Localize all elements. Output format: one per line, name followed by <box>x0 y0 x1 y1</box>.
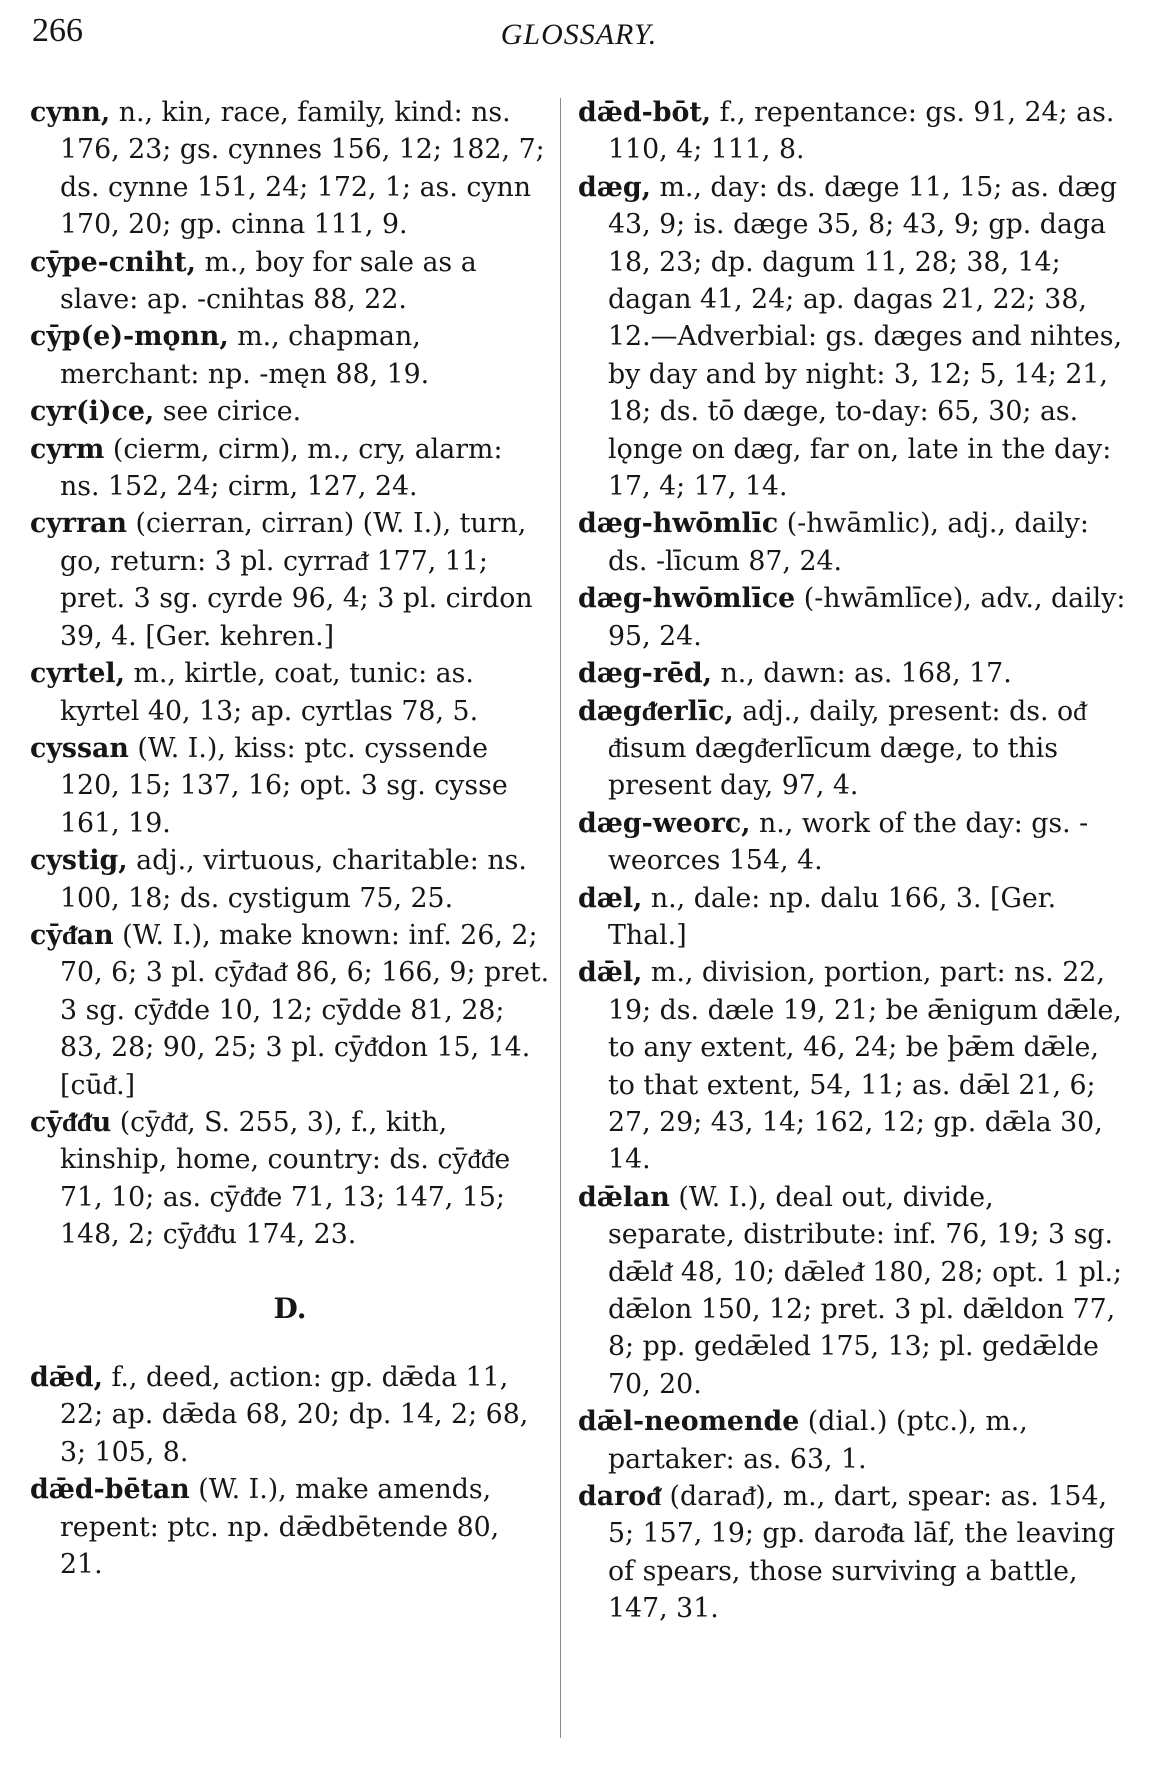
headword: dæl, <box>578 882 643 914</box>
glossary-entry <box>578 580 1126 655</box>
headword: daroᵭ <box>578 1481 661 1513</box>
section-letter: D. <box>273 1291 307 1325</box>
glossary-entry <box>30 917 550 1104</box>
glossary-entry <box>578 94 1126 169</box>
running-title: GLOSSARY. <box>500 18 658 51</box>
glossary-entry <box>30 393 550 430</box>
definition: n., kin, race, family, kind: ns. 176, 23; gs. cynnes 156, 12; 182, 7; ds. cynne 151, 24; 172, 1; as. cynn 170, 20; gp. cinna 111, 9. <box>60 97 545 241</box>
headword: cyr(i)ce, <box>30 396 155 428</box>
headword: cȳᵭᵭu <box>30 1106 112 1138</box>
glossary-entry <box>578 805 1126 880</box>
definition: m., chapman, merchant: np. -męn 88, 19. <box>60 321 430 390</box>
headword: dǣd-bōt, <box>578 97 712 128</box>
glossary-entry <box>30 505 550 655</box>
headword: dæg, <box>578 171 651 203</box>
headword: dæg-rēd, <box>578 658 712 690</box>
glossary-entry <box>578 655 1126 692</box>
definition: adj., daily, present: ds. oᵭ ᵭisum dægᵭerlīcum dæge, to this present day, 97, 4. <box>608 695 1087 802</box>
definition: see cirice. <box>154 396 302 428</box>
headword: cyrran <box>30 508 127 540</box>
definition: (daraᵭ), m., dart, spear: as. 154, 5; 157, 19; gp. daroᵭa lāf, the leaving of spears, those surviving a battle, 147, 31. <box>608 1481 1116 1625</box>
definition: f., repentance: gs. 91, 24; as. 110, 4; 111, 8. <box>608 97 1115 166</box>
definition: (W. I.), deal out, divide, separate, distribute: inf. 76, 19; 3 sg. dǣlᵭ 48, 10; dǣleᵭ 180, 28; opt. 1 pl.; dǣlon 150, 12; pret. 3 pl. dǣldon 77, 8; pp. gedǣled 175, 13; pl. gedǣlde 70, 20. <box>608 1181 1123 1400</box>
definition: m., kirtle, coat, tunic: as. kyrtel 40, 13; ap. cyrtlas 78, 5. <box>60 658 479 727</box>
glossary-entry <box>30 318 550 393</box>
definition: n., work of the day: gs. -weorces 154, 4. <box>608 807 1089 877</box>
headword: dǣd, <box>30 1362 103 1393</box>
glossary-entry <box>578 880 1126 955</box>
definition: f., deed, action: gp. dǣda 11, 22; ap. dǣda 68, 20; dp. 14, 2; 68, 3; 105, 8. <box>60 1362 529 1468</box>
glossary-entry <box>578 1403 1126 1478</box>
definition: n., dale: np. dalu 166, 3. [Ger. Thal.] <box>608 882 1057 951</box>
glossary-entry <box>578 169 1126 506</box>
column-divider <box>560 98 561 1738</box>
glossary-entry <box>30 1104 550 1254</box>
glossary-entry <box>578 1478 1126 1628</box>
page-number: 266 <box>32 12 83 49</box>
headword: cyrm <box>30 433 105 465</box>
definition: adj., virtuous, charitable: ns. 100, 18; ds. cystigum 75, 25. <box>60 845 527 914</box>
headword: dæg-weorc, <box>578 807 751 839</box>
glossary-entry <box>30 655 550 730</box>
glossary-entry <box>30 244 550 319</box>
glossary-entry <box>578 1179 1126 1403</box>
definition: (cierran, cirran) (W. I.), turn, go, return: 3 pl. cyrraᵭ 177, 11; pret. 3 sg. cyrde 96, 4; 3 pl. cirdon 39, 4. [Ger. kehren.] <box>60 508 533 652</box>
headword: dæg-hwōmlīc <box>578 508 779 540</box>
definition: (-hwāmlīce), adv., daily: 95, 24. <box>608 583 1126 652</box>
headword: dægᵭerlīc, <box>578 695 734 727</box>
headword: cystig, <box>30 845 128 877</box>
definition: m., day: ds. dæge 11, 15; as. dæg 43, 9; is. dæge 35, 8; 43, 9; gp. daga 18, 23; dp. dagum 11, 28; 38, 14; dagan 41, 24; ap. dagas 21, 22; 38, 12.—Adverbial: gs. dæges and nihtes, by day and by night: 3, 12; 5, 14; 21, 18; ds. tō dæge, to-day: 65, 30; as. lǫnge on dæg, far on, late in the day: 17, 4; 17, 14. <box>608 171 1122 503</box>
glossary-entry <box>578 505 1126 580</box>
definition: (W. I.), kiss: ptc. cyssende 120, 15; 137, 16; opt. 3 sg. cysse 161, 19. <box>60 732 508 839</box>
headword: cyssan <box>30 732 129 764</box>
glossary-entry <box>30 94 550 244</box>
headword: dǣl-neomende <box>578 1406 800 1438</box>
glossary-entry <box>30 1359 550 1471</box>
glossary-entry <box>30 431 550 506</box>
headword: cȳpe-cniht, <box>30 246 196 278</box>
headword: dǣl, <box>578 957 643 989</box>
headword: dǣd-bētan <box>30 1474 190 1506</box>
definition: (-hwāmlic), adj., daily: ds. -līcum 87, 24. <box>608 508 1089 577</box>
glossary-entry <box>30 1471 550 1583</box>
glossary-entry <box>30 842 550 917</box>
definition: m., division, portion, part: ns. 22, 19; ds. dæle 19, 21; be ǣnigum dǣle, to any extent, 46, 24; be þǣm dǣle, to that extent, 54, 11; as. dǣl 21, 6; 27, 29; 43, 14; 162, 12; gp. dǣla 30, 14. <box>608 957 1122 1176</box>
headword: dæg-hwōmlīce <box>578 583 796 615</box>
glossary-entry <box>578 954 1126 1178</box>
headword: cyrtel, <box>30 658 125 690</box>
definition: (cȳᵭᵭ, S. 255, 3), f., kith, kinship, home, country: ds. cȳᵭᵭe 71, 10; as. cȳᵭᵭe 71, 13; 147, 15; 148, 2; cȳᵭᵭu 174, 23. <box>60 1106 511 1251</box>
definition: m., boy for sale as a slave: ap. -cnihtas 88, 22. <box>60 246 477 316</box>
right-column <box>578 94 1126 1628</box>
headword: cynn, <box>30 97 111 128</box>
headword: dǣlan <box>578 1181 670 1213</box>
definition: n., dawn: as. 168, 17. <box>711 658 1012 690</box>
left-column <box>30 94 550 1583</box>
definition: (cierm, cirm), m., cry, alarm: ns. 152, 24; cirm, 127, 24. <box>60 433 503 503</box>
headword: cȳᵭan <box>30 919 114 951</box>
definition: (W. I.), make known: inf. 26, 2; 70, 6; 3 pl. cȳᵭaᵭ 86, 6; 166, 9; pret. 3 sg. cȳᵭde 10, 12; cȳdde 81, 28; 83, 28; 90, 25; 3 pl. cȳᵭdon 15, 14. [cūᵭ.] <box>60 919 550 1101</box>
headword: cȳp(e)-mǫnn, <box>30 321 229 353</box>
glossary-entry <box>578 693 1126 805</box>
definition: (W. I.), make amends, repent: ptc. np. dǣdbētende 80, 21. <box>60 1474 500 1581</box>
definition: (dial.) (ptc.), m., partaker: as. 63, 1. <box>608 1406 1028 1475</box>
glossary-entry <box>30 730 550 842</box>
